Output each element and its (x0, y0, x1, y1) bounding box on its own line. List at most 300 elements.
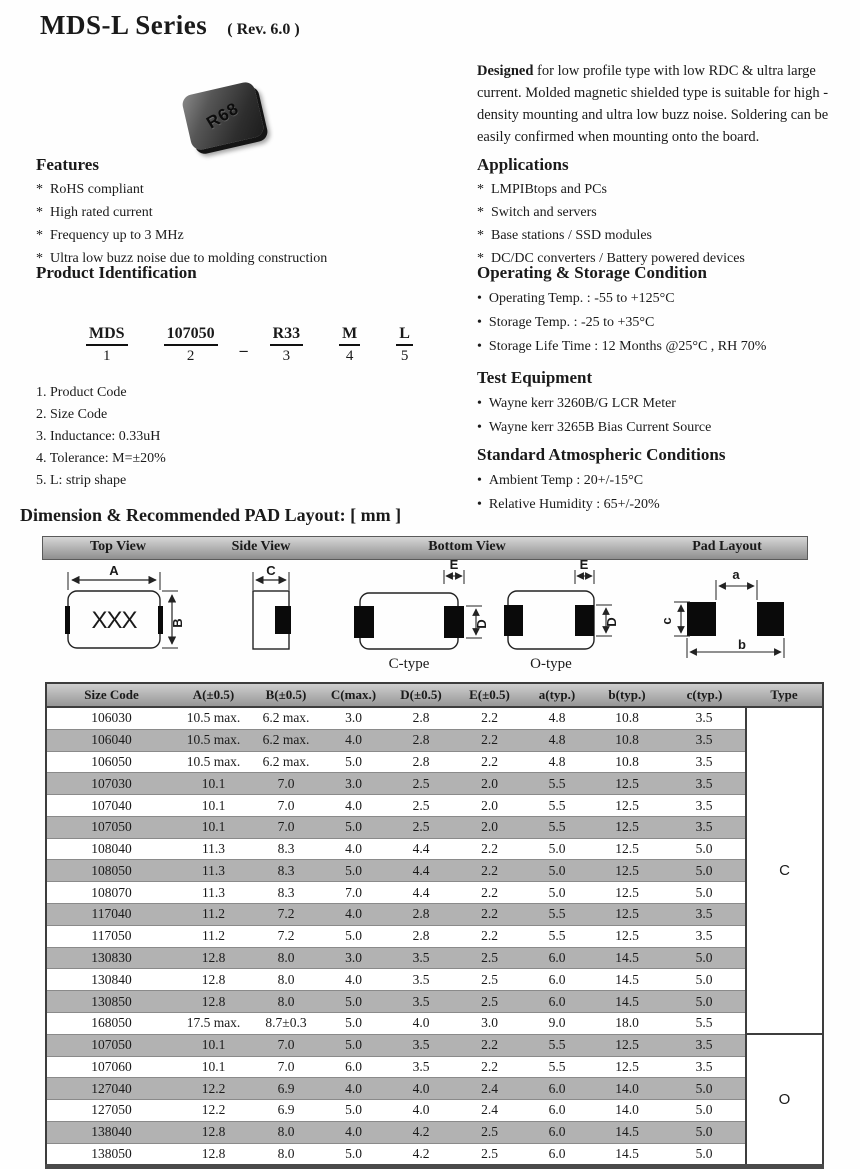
list-item (477, 393, 857, 414)
cell: 3.0 (321, 773, 386, 795)
cell: 4.4 (386, 882, 456, 904)
atmospheric-section (477, 445, 857, 518)
table-row (46, 838, 823, 860)
cell: 9.0 (523, 1012, 591, 1034)
part-number-index: 4 (345, 348, 354, 364)
cell: 4.0 (321, 1121, 386, 1143)
list-item-text: 3. Inductance: 0.33uH (36, 429, 161, 444)
cell: 138050 (46, 1143, 176, 1167)
cell: 5.0 (663, 1121, 746, 1143)
part-number-notes (36, 383, 466, 491)
list-item (477, 180, 857, 200)
cell: 12.2 (176, 1078, 251, 1100)
features-title: Features (36, 155, 99, 174)
cell: 2.5 (386, 816, 456, 838)
cell: 11.2 (176, 904, 251, 926)
top-view-marking: XXX (91, 607, 137, 634)
cell: 107030 (46, 773, 176, 795)
cell: 12.5 (591, 882, 663, 904)
side-view-diagram (253, 572, 291, 649)
cell: 5.0 (321, 860, 386, 882)
cell: 5.0 (321, 1143, 386, 1167)
list-item-text: Frequency up to 3 MHz (50, 228, 184, 243)
cell: 6.0 (321, 1056, 386, 1078)
cell: 2.4 (456, 1078, 523, 1100)
atmospheric-title: Standard Atmospheric Conditions (477, 445, 726, 464)
cell: 106030 (46, 707, 176, 729)
dimension-diagram (42, 560, 808, 682)
bullet-glyph: * (477, 228, 484, 243)
cell: 3.5 (663, 1034, 746, 1056)
c-type-left-pad (354, 606, 374, 638)
cell: 8.0 (251, 969, 321, 991)
cell: 107050 (46, 1034, 176, 1056)
table-row (46, 860, 823, 882)
cell: 3.5 (386, 947, 456, 969)
part-number-segment (164, 325, 218, 365)
table-row (46, 751, 823, 773)
table-row (46, 969, 823, 991)
cell: 3.5 (663, 816, 746, 838)
cell: 8.7±0.3 (251, 1012, 321, 1034)
cell: 8.3 (251, 838, 321, 860)
cell: 106050 (46, 751, 176, 773)
list-item (477, 226, 857, 246)
description-paragraph (477, 60, 851, 148)
cell: 3.5 (663, 795, 746, 817)
cell: 8.3 (251, 882, 321, 904)
list-item-text: Storage Life Time : 12 Months @25°C , RH 70% (488, 339, 767, 354)
cell: 3.5 (663, 707, 746, 729)
cell: 106040 (46, 729, 176, 751)
cell: 12.2 (176, 1100, 251, 1122)
cell: 3.0 (321, 947, 386, 969)
cell: 2.2 (456, 882, 523, 904)
cell: 107040 (46, 795, 176, 817)
cell: 12.8 (176, 991, 251, 1013)
cell: 10.5 max. (176, 707, 251, 729)
cell: 2.8 (386, 925, 456, 947)
cell: 5.0 (663, 1078, 746, 1100)
c-type-dim-e-label: E (449, 560, 459, 572)
cell: 4.0 (321, 838, 386, 860)
cell: 168050 (46, 1012, 176, 1034)
cell: 10.1 (176, 1056, 251, 1078)
cell: 5.0 (523, 882, 591, 904)
column-header: E(±0.5) (456, 683, 523, 707)
list-item-text: Switch and servers (491, 205, 597, 220)
cell: 3.0 (456, 1012, 523, 1034)
cell: 2.2 (456, 1056, 523, 1078)
bullet-glyph: * (36, 251, 43, 266)
list-item-text: DC/DC converters / Battery powered devices (491, 251, 745, 266)
cell: 5.0 (523, 838, 591, 860)
cell: 108040 (46, 838, 176, 860)
part-number-index: 5 (400, 348, 409, 364)
c-type-dim-d-label: D (474, 619, 489, 629)
cell: 3.5 (386, 969, 456, 991)
bullet-glyph: • (477, 339, 482, 354)
cell: 2.2 (456, 729, 523, 751)
test-equipment-list (477, 393, 857, 438)
cell: 3.5 (663, 751, 746, 773)
cell: 8.0 (251, 991, 321, 1013)
cell: 2.0 (456, 773, 523, 795)
cell: 5.0 (321, 991, 386, 1013)
table-row (46, 904, 823, 926)
part-number-segment (396, 325, 413, 365)
o-type-right-pad (575, 605, 594, 636)
table-row (46, 1121, 823, 1143)
list-item-text: LMPIBtops and PCs (491, 182, 607, 197)
cell: 14.5 (591, 969, 663, 991)
cell: 14.5 (591, 947, 663, 969)
cell: 5.5 (523, 773, 591, 795)
part-number-index: 2 (186, 348, 195, 364)
cell: 12.5 (591, 838, 663, 860)
cell: 12.8 (176, 1143, 251, 1167)
cell: 5.0 (663, 969, 746, 991)
cell: 6.0 (523, 1100, 591, 1122)
cell: 5.0 (321, 1012, 386, 1034)
cell: 6.0 (523, 1078, 591, 1100)
applications-list (477, 180, 857, 269)
cell: 2.5 (456, 1121, 523, 1143)
pad-c-label: c (659, 617, 674, 625)
cell: 4.2 (386, 1121, 456, 1143)
cell: 12.5 (591, 904, 663, 926)
description-text: for low profile type with low RDC & ultra large current. Molded magnetic shielded type is suitable for high -density mounting and ultra low buzz noise. Soldering can be easily confirmed when mounting onto the board. (477, 63, 829, 145)
cell: 2.2 (456, 1034, 523, 1056)
cell: 5.5 (523, 816, 591, 838)
product-identification-title: Product Identification (36, 263, 197, 282)
bullet-glyph: • (477, 497, 482, 512)
cell: 130830 (46, 947, 176, 969)
cell: 5.0 (663, 1100, 746, 1122)
cell: 5.0 (663, 838, 746, 860)
column-header: c(typ.) (663, 683, 746, 707)
cell: 11.2 (176, 925, 251, 947)
dim-a-label: A (109, 563, 119, 578)
top-view-left-terminal (65, 606, 70, 634)
cell: 4.8 (523, 729, 591, 751)
cell: 10.8 (591, 707, 663, 729)
inductor-marking: R68 (203, 98, 243, 133)
cell: 2.2 (456, 860, 523, 882)
table-row (46, 1100, 823, 1122)
cell: 2.0 (456, 795, 523, 817)
bullet-glyph: * (477, 205, 484, 220)
table-row (46, 1034, 823, 1056)
bullet-glyph: * (477, 182, 484, 197)
list-item-text: Base stations / SSD modules (491, 228, 653, 243)
test-equipment-title: Test Equipment (477, 368, 593, 387)
list-item-text: Wayne kerr 3260B/G LCR Meter (488, 396, 676, 411)
cell: 7.0 (251, 795, 321, 817)
cell: 117050 (46, 925, 176, 947)
list-item-text: Ambient Temp : 20+/-15°C (488, 473, 644, 488)
cell: 6.0 (523, 969, 591, 991)
part-number-index: 3 (282, 348, 291, 364)
bullet-glyph: • (477, 291, 482, 306)
operating-storage-section (477, 263, 857, 360)
cell: 12.5 (591, 1056, 663, 1078)
list-item (36, 226, 456, 246)
list-item-text: Ultra low buzz noise due to molding construction (50, 251, 328, 266)
list-item-text: 1. Product Code (36, 385, 127, 400)
list-item-text: Storage Temp. : -25 to +35°C (488, 315, 655, 330)
cell: 14.5 (591, 1143, 663, 1167)
cell: 6.0 (523, 991, 591, 1013)
cell: 7.0 (251, 773, 321, 795)
o-type-dim-e-label: E (579, 560, 589, 572)
cell: 8.3 (251, 860, 321, 882)
side-view-pad (275, 606, 291, 634)
side-view-header: Side View (231, 539, 291, 554)
pad-layout-left-pad (687, 602, 716, 636)
cell: 3.0 (321, 707, 386, 729)
cell: 6.2 max. (251, 729, 321, 751)
cell: 2.5 (456, 1143, 523, 1167)
list-item-text: Wayne kerr 3265B Bias Current Source (488, 420, 712, 435)
cell: 7.0 (251, 816, 321, 838)
cell: 3.5 (663, 925, 746, 947)
cell: 6.2 max. (251, 751, 321, 773)
cell: 138040 (46, 1121, 176, 1143)
bottom-view-header: Bottom View (428, 539, 506, 554)
cell: 5.0 (321, 751, 386, 773)
revision-label: ( Rev. 6.0 ) (227, 21, 300, 38)
cell: 5.5 (523, 795, 591, 817)
cell: 4.0 (386, 1078, 456, 1100)
cell: 117040 (46, 904, 176, 926)
cell: 6.9 (251, 1078, 321, 1100)
cell: 2.2 (456, 904, 523, 926)
pad-b-label: b (738, 637, 746, 652)
bullet-glyph: * (36, 228, 43, 243)
cell: 2.2 (456, 751, 523, 773)
cell: 14.0 (591, 1078, 663, 1100)
cell: 7.0 (321, 882, 386, 904)
description-lead: Designed (477, 63, 534, 79)
part-number-code: MDS (86, 325, 128, 346)
cell: 12.8 (176, 969, 251, 991)
cell: 3.5 (663, 729, 746, 751)
part-number-code: R33 (270, 325, 304, 346)
cell: 6.2 max. (251, 707, 321, 729)
cell: 10.5 max. (176, 751, 251, 773)
cell: 2.8 (386, 729, 456, 751)
operating-storage-title: Operating & Storage Condition (477, 263, 707, 282)
cell: 2.5 (456, 947, 523, 969)
pad-layout-header: Pad Layout (692, 539, 762, 554)
cell: 130840 (46, 969, 176, 991)
cell: 12.5 (591, 773, 663, 795)
cell: 3.5 (386, 1056, 456, 1078)
list-item (477, 494, 857, 515)
list-item (477, 417, 857, 438)
list-item (36, 383, 466, 403)
list-item (36, 203, 456, 223)
cell: 6.0 (523, 1143, 591, 1167)
list-item (477, 470, 857, 491)
list-item (36, 180, 456, 200)
cell: 4.0 (321, 729, 386, 751)
list-item-text: Operating Temp. : -55 to +125°C (488, 291, 675, 306)
bullet-glyph: * (36, 205, 43, 220)
part-number-code: 107050 (164, 325, 218, 346)
cell: 6.0 (523, 1121, 591, 1143)
cell: 3.5 (663, 1056, 746, 1078)
features-list (36, 180, 456, 269)
pad-layout-diagram (674, 580, 784, 658)
bottom-view-c-type-diagram (354, 570, 482, 649)
atmospheric-list (477, 470, 857, 515)
column-header: A(±0.5) (176, 683, 251, 707)
cell: 18.0 (591, 1012, 663, 1034)
cell: 10.1 (176, 1034, 251, 1056)
cell: 6.0 (523, 947, 591, 969)
cell: 2.8 (386, 751, 456, 773)
cell: 4.4 (386, 860, 456, 882)
title-block (40, 10, 300, 41)
cell: 2.8 (386, 707, 456, 729)
cell: 5.0 (321, 1100, 386, 1122)
cell: 7.2 (251, 925, 321, 947)
part-number-code: L (396, 325, 413, 346)
cell: 14.5 (591, 991, 663, 1013)
page-title: MDS-L Series (40, 10, 208, 40)
list-item-text: RoHS compliant (50, 182, 144, 197)
list-item (477, 336, 857, 357)
cell: 10.1 (176, 816, 251, 838)
type-cell: O (746, 1034, 823, 1167)
operating-storage-list (477, 288, 857, 357)
applications-title: Applications (477, 155, 569, 174)
cell: 3.5 (386, 991, 456, 1013)
list-item-text: 5. L: strip shape (36, 473, 127, 488)
test-equipment-section (477, 368, 857, 441)
cell: 2.5 (386, 795, 456, 817)
pad-layout-right-pad (757, 602, 784, 636)
cell: 4.8 (523, 707, 591, 729)
cell: 11.3 (176, 882, 251, 904)
list-item-text: 4. Tolerance: M=±20% (36, 451, 166, 466)
column-header: D(±0.5) (386, 683, 456, 707)
pad-a-label: a (732, 567, 740, 582)
list-item (36, 449, 466, 469)
cell: 4.0 (386, 1012, 456, 1034)
cell: 4.4 (386, 838, 456, 860)
dimension-table (45, 682, 824, 1169)
cell: 5.5 (523, 925, 591, 947)
list-item (36, 427, 466, 447)
bullet-glyph: * (36, 182, 43, 197)
list-item (36, 471, 466, 491)
column-header: b(typ.) (591, 683, 663, 707)
column-header: C(max.) (321, 683, 386, 707)
column-header: Size Code (46, 683, 176, 707)
list-item (477, 288, 857, 309)
bullet-glyph: • (477, 473, 482, 488)
dim-c-label: C (266, 563, 276, 578)
bullet-glyph: * (477, 251, 484, 266)
cell: 11.3 (176, 860, 251, 882)
cell: 5.0 (663, 991, 746, 1013)
product-identification-section (36, 263, 466, 493)
cell: 107060 (46, 1056, 176, 1078)
list-item (36, 405, 466, 425)
table-row (46, 1143, 823, 1167)
part-number-index: 1 (103, 348, 111, 364)
cell: 5.5 (523, 1034, 591, 1056)
o-type-dim-d-label: D (604, 617, 619, 627)
cell: 8.0 (251, 1121, 321, 1143)
o-type-label: O-type (530, 656, 572, 672)
cell: 2.8 (386, 904, 456, 926)
table-row (46, 1078, 823, 1100)
table-row (46, 729, 823, 751)
bottom-view-o-type-diagram (504, 570, 612, 649)
cell: 4.0 (321, 969, 386, 991)
list-item (477, 203, 857, 223)
cell: 2.2 (456, 925, 523, 947)
cell: 10.1 (176, 795, 251, 817)
list-item (477, 312, 857, 333)
cell: 2.4 (456, 1100, 523, 1122)
column-header: Type (746, 683, 823, 707)
cell: 8.0 (251, 1143, 321, 1167)
cell: 14.0 (591, 1100, 663, 1122)
cell: 107050 (46, 816, 176, 838)
cell: 12.5 (591, 925, 663, 947)
cell: 12.5 (591, 816, 663, 838)
cell: 5.0 (523, 860, 591, 882)
dim-b-label: B (170, 618, 185, 628)
cell: 108070 (46, 882, 176, 904)
bullet-glyph: • (477, 420, 482, 435)
part-number-segment (339, 325, 360, 365)
cell: 6.9 (251, 1100, 321, 1122)
part-number-row (86, 325, 466, 365)
bullet-glyph: • (477, 396, 482, 411)
cell: 4.0 (321, 1078, 386, 1100)
cell: 2.0 (456, 816, 523, 838)
cell: 4.0 (321, 795, 386, 817)
cell: 4.0 (321, 904, 386, 926)
cell: 5.0 (321, 816, 386, 838)
column-header: a(typ.) (523, 683, 591, 707)
cell: 3.5 (663, 904, 746, 926)
applications-section (477, 155, 857, 272)
table-row (46, 991, 823, 1013)
cell: 108050 (46, 860, 176, 882)
table-row (46, 816, 823, 838)
table-row (46, 707, 823, 729)
cell: 7.0 (251, 1034, 321, 1056)
cell: 127040 (46, 1078, 176, 1100)
cell: 10.8 (591, 751, 663, 773)
table-row (46, 773, 823, 795)
column-header: B(±0.5) (251, 683, 321, 707)
cell: 12.5 (591, 1034, 663, 1056)
cell: 130850 (46, 991, 176, 1013)
cell: 10.8 (591, 729, 663, 751)
part-number-separator: _ (239, 337, 248, 354)
table-row (46, 1012, 823, 1034)
list-item-text: 2. Size Code (36, 407, 108, 422)
cell: 12.5 (591, 860, 663, 882)
